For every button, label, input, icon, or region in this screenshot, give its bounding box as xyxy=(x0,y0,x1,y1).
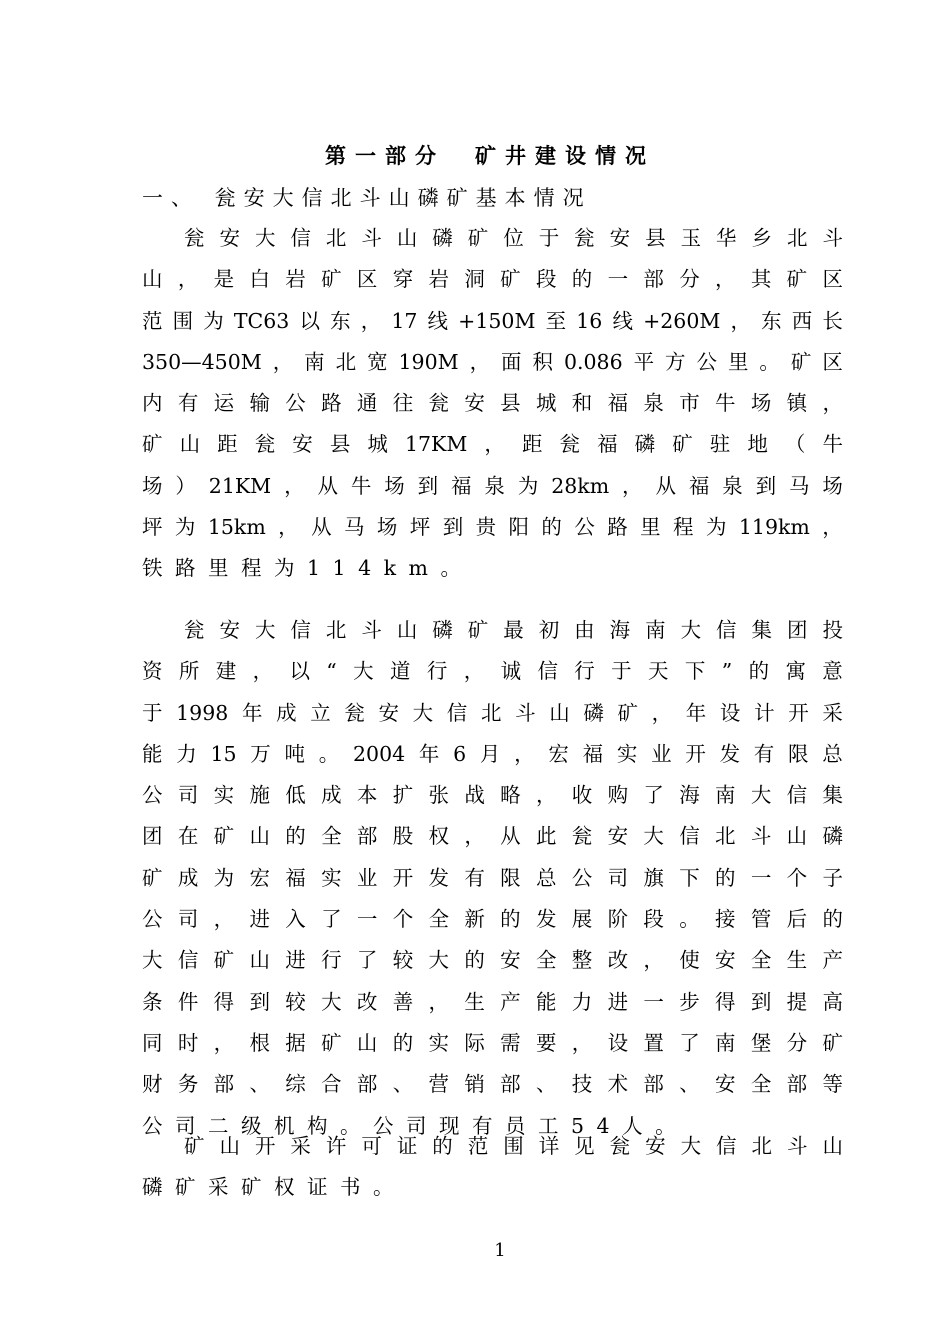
paragraph-line: 矿 山 距 瓮 安 县 城 17KM ， 距 瓮 福 磷 矿 驻 地 （ 牛 xyxy=(142,432,843,457)
paragraph-line: 团 在 矿 山 的 全 部 股 权 ， 从 此 瓮 安 大 信 北 斗 山 磷 xyxy=(142,824,843,849)
paragraph-line: 内 有 运 输 公 路 通 往 瓮 安 县 城 和 福 泉 市 牛 场 镇 ， xyxy=(142,391,843,416)
paragraph-line: 场 ） 21KM ， 从 牛 场 到 福 泉 为 28km ， 从 福 泉 到 马 场 xyxy=(142,473,843,498)
paragraph-line: 资 所 建 ， 以 “ 大 道 行 ， 诚 信 行 于 天 下 ” 的 寓 意 xyxy=(142,659,843,684)
paragraph-line: 瓮 安 大 信 北 斗 山 磷 矿 位 于 瓮 安 县 玉 华 乡 北 斗 xyxy=(184,226,843,250)
paragraph-line: 铁路里程为114km。 xyxy=(142,556,474,581)
paragraph-line: 能 力 15 万 吨 。 2004 年 6 月 ， 宏 福 实 业 开 发 有 限 总 xyxy=(142,741,843,766)
paragraph-line: 于 1998 年 成 立 瓮 安 大 信 北 斗 山 磷 矿 ， 年 设 计 开 采 xyxy=(142,700,843,725)
paragraph-line: 大 信 矿 山 进 行 了 较 大 的 安 全 整 改 ， 使 安 全 生 产 xyxy=(142,948,843,973)
paragraph-line: 公 司 ， 进 入 了 一 个 全 新 的 发 展 阶 段 。 接 管 后 的 xyxy=(142,907,843,932)
page-title: 第一部分 矿井建设情况 xyxy=(325,143,655,168)
page-number: 1 xyxy=(494,1240,506,1261)
paragraph-line: 山 ， 是 白 岩 矿 区 穿 岩 洞 矿 段 的 一 部 分 ， 其 矿 区 xyxy=(142,267,843,292)
paragraph-line: 瓮 安 大 信 北 斗 山 磷 矿 最 初 由 海 南 大 信 集 团 投 xyxy=(184,618,843,642)
paragraph-line: 350—450M ， 南 北 宽 190M ， 面 积 0.086 平 方 公 里 。 矿 区 xyxy=(142,349,843,374)
paragraph-line: 同 时 ， 根 据 矿 山 的 实 际 需 要 ， 设 置 了 南 堡 分 矿 xyxy=(142,1030,843,1055)
paragraph-line: 坪 为 15km ， 从 马 场 坪 到 贵 阳 的 公 路 里 程 为 119km ， xyxy=(142,515,843,540)
paragraph-line: 公 司 实 施 低 成 本 扩 张 战 略 ， 收 购 了 海 南 大 信 集 xyxy=(142,783,843,808)
paragraph-line: 条 件 得 到 较 大 改 善 ， 生 产 能 力 进 一 步 得 到 提 高 xyxy=(142,989,843,1014)
paragraph-location-overview xyxy=(142,218,843,590)
paragraph-line: 磷矿采矿权证书。 xyxy=(142,1175,406,1200)
paragraph-line: 矿 成 为 宏 福 实 业 开 发 有 限 总 公 司 旗 下 的 一 个 子 xyxy=(142,865,843,890)
paragraph-line: 矿 山 开 采 许 可 证 的 范 围 详 见 瓮 安 大 信 北 斗 山 xyxy=(184,1134,843,1158)
paragraph-company-history xyxy=(142,610,843,1147)
paragraph-line: 财 务 部 、 综 合 部 、 营 销 部 、 技 术 部 、 安 全 部 等 xyxy=(142,1072,843,1097)
section-heading: 一、 瓮安大信北斗山磷矿基本情况 xyxy=(142,186,592,210)
paragraph-line: 公司二级机构。公司现有员工54人。 xyxy=(142,1113,689,1138)
paragraph-line: 范 围 为 TC63 以 东 ， 17 线 +150M 至 16 线 +260M ， 东 西 长 xyxy=(142,308,843,333)
paragraph-mining-license xyxy=(142,1126,843,1209)
